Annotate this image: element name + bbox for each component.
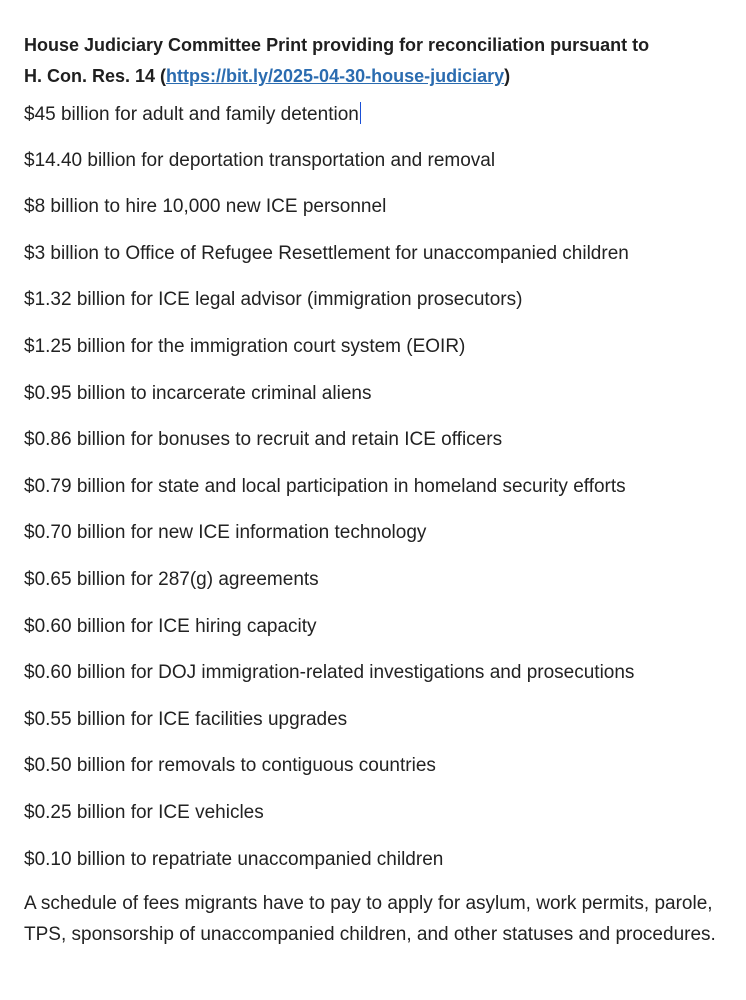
list-item-text: $14.40 billion for deportation transportation and removal — [24, 149, 496, 171]
list-item — [24, 521, 746, 545]
list-item-text: $0.65 billion for 287(g) agreements — [24, 568, 319, 590]
list-item-text: $0.60 billion for ICE hiring capacity — [24, 615, 317, 637]
list-item-text: $0.50 billion for removals to contiguous countries — [24, 755, 436, 777]
list-item-text: $3 billion to Office of Refugee Resettlement for unaccompanied children — [24, 242, 629, 264]
list-item — [24, 288, 746, 312]
fees-note: A schedule of fees migrants have to pay to apply for asylum, work permits, parole, TPS, sponsorship of unaccompanied children, and other statuses and procedures. — [24, 893, 716, 946]
list-item-text: $0.70 billion for new ICE information technology — [24, 522, 427, 544]
list-item-text: $1.25 billion for the immigration court system (EOIR) — [24, 335, 466, 357]
document-body — [24, 30, 746, 950]
list-item-text: $0.79 billion for state and local participation in homeland security efforts — [24, 475, 626, 497]
list-item-text[interactable]: $45 billion for adult and family detention — [24, 104, 359, 125]
heading-prefix: H. Con. Res. 14 ( — [24, 66, 167, 86]
list-item-text: $0.55 billion for ICE facilities upgrades — [24, 708, 348, 730]
heading-line-2 — [24, 61, 746, 92]
funding-list — [24, 102, 746, 872]
list-item — [24, 848, 746, 872]
list-item — [24, 102, 746, 126]
list-item — [24, 661, 746, 685]
list-item — [24, 428, 746, 452]
list-item-text: $1.32 billion for ICE legal advisor (immigration prosecutors) — [24, 289, 523, 311]
text-cursor — [360, 102, 362, 124]
document-heading — [24, 30, 746, 92]
list-item-text: $0.60 billion for DOJ immigration-related investigations and prosecutions — [24, 662, 635, 684]
heading-suffix: ) — [504, 66, 511, 86]
list-item-text: $8 billion to hire 10,000 new ICE personnel — [24, 196, 387, 218]
list-item — [24, 195, 746, 219]
list-item — [24, 801, 746, 825]
list-item — [24, 615, 746, 639]
list-item — [24, 568, 746, 592]
list-item-text: $0.86 billion for bonuses to recruit and retain ICE officers — [24, 429, 503, 451]
list-item — [24, 335, 746, 359]
list-item-text: $0.10 billion to repatriate unaccompanied children — [24, 848, 444, 870]
list-item — [24, 149, 746, 173]
list-item — [24, 754, 746, 778]
list-item — [24, 382, 746, 406]
list-item — [24, 475, 746, 499]
list-item-text: $0.25 billion for ICE vehicles — [24, 801, 264, 823]
list-item — [24, 242, 746, 266]
source-link[interactable]: https://bit.ly/2025-04-30-house-judiciary — [166, 66, 505, 86]
heading-line-1: House Judiciary Committee Print providing for reconciliation pursuant to — [24, 35, 650, 55]
list-item — [24, 708, 746, 732]
list-item-text: $0.95 billion to incarcerate criminal aliens — [24, 382, 372, 404]
